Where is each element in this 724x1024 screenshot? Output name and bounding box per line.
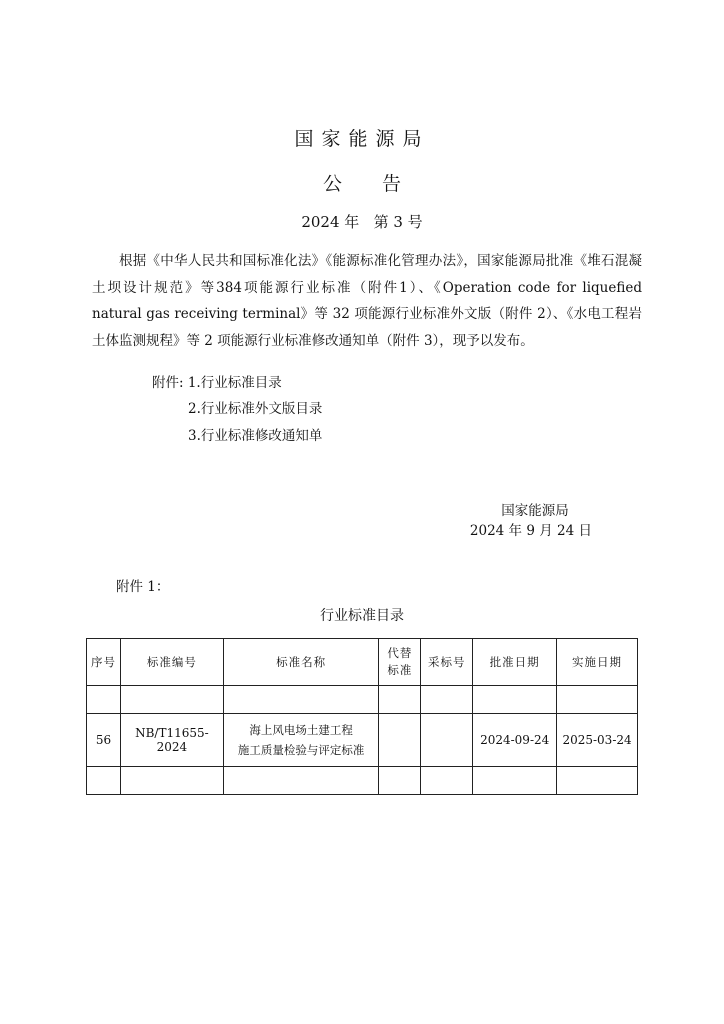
cell-no: 56 bbox=[87, 714, 121, 767]
announcement-paragraph: 根据《中华人民共和国标准化法》《能源标准化管理办法》，国家能源局批准《堆石混凝土坝设计规范》等384项能源行业标准（附件1）、《Operation code for liquefied natural gas receiving terminal》等 32 项能源行业标准外文版（附件 2）、《水电工程岩土体监测规程》等 2 项能源行业标准修改通知单（附件 3），现予以发布。 bbox=[92, 253, 642, 349]
agency-title: 国家能源局 bbox=[294, 128, 430, 150]
cell-name bbox=[223, 714, 379, 767]
announcement-body bbox=[92, 248, 642, 354]
standards-table bbox=[86, 638, 638, 795]
col-header-name: 标准名称 bbox=[223, 639, 379, 686]
cell-replaces bbox=[379, 714, 421, 767]
cell-name-line-1: 海上风电场土建工程 bbox=[249, 723, 353, 737]
document-type bbox=[0, 169, 724, 196]
annex-label: 附件 1： bbox=[116, 579, 170, 595]
col-header-code: 标准编号 bbox=[120, 639, 223, 686]
attachment-item-3: 3.行业标准修改通知单 bbox=[188, 428, 323, 444]
document-type-char-2: 告 bbox=[382, 173, 402, 195]
cell-approved: 2024-09-24 bbox=[473, 714, 557, 767]
signature-organization: 国家能源局 bbox=[501, 503, 569, 519]
col-header-approved: 批准日期 bbox=[473, 639, 557, 686]
cell-code: NB/T11655-2024 bbox=[120, 714, 223, 767]
table-title: 行业标准目录 bbox=[320, 608, 404, 624]
table-row-empty-bottom bbox=[87, 767, 638, 795]
document-type-char-1: 公 bbox=[322, 173, 342, 195]
attachment-list-heading: 附件: 1.行业标准目录 bbox=[152, 375, 282, 391]
col-header-adopted: 采标号 bbox=[421, 639, 473, 686]
document-number bbox=[0, 211, 724, 232]
cell-effective: 2025-03-24 bbox=[557, 714, 638, 767]
col-header-replaces: 代替 标准 bbox=[379, 639, 421, 686]
col-header-effective: 实施日期 bbox=[557, 639, 638, 686]
table-row bbox=[87, 714, 638, 767]
signature-date: 2024 年 9 月 24 日 bbox=[469, 523, 592, 539]
col-header-no: 序号 bbox=[87, 639, 121, 686]
cell-adopted bbox=[421, 714, 473, 767]
cell-name-line-2: 施工质量检验与评定标准 bbox=[237, 743, 365, 757]
document-number-text: 2024 年 第 3 号 bbox=[301, 213, 423, 231]
attachment-item-2: 2.行业标准外文版目录 bbox=[188, 401, 323, 417]
table-row-empty-top bbox=[87, 686, 638, 714]
table-header-row bbox=[87, 639, 638, 686]
